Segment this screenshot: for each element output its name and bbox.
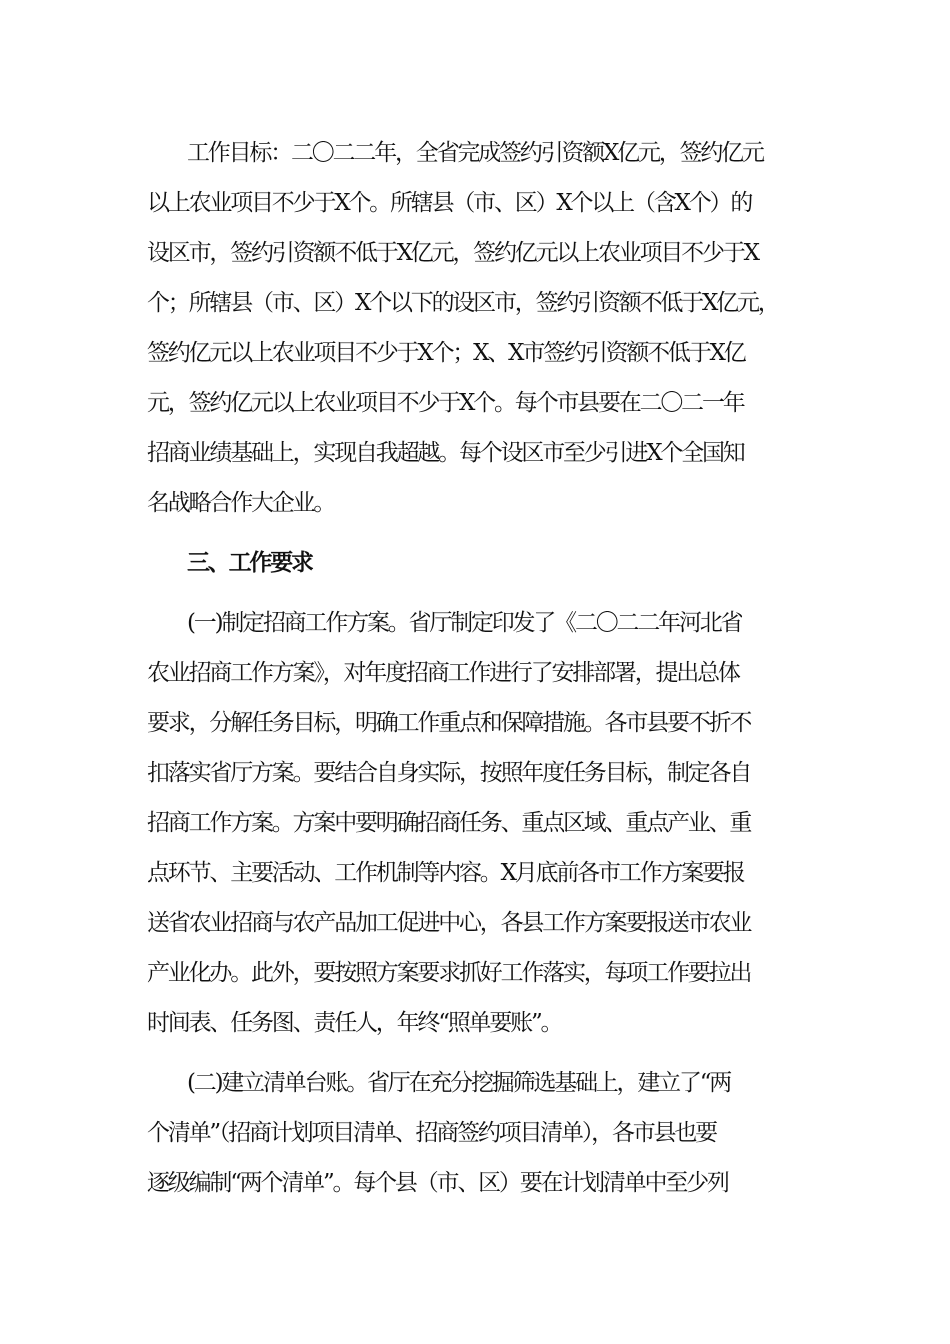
text-line: (一)制定招商工作方案。省厅制定印发了《二〇二二年河北省 bbox=[187, 610, 742, 636]
text-line: 农业招商工作方案》，对年度招商工作进行了安排部署，提出总体 bbox=[147, 660, 739, 686]
text-line: 个；所辖县（市、区）X个以下的设区市，签约引资额不低于X亿元， bbox=[147, 290, 779, 316]
text-line: 以上农业项目不少于X个。所辖县（市、区）X个以上（含X个）的 bbox=[147, 190, 752, 216]
text-line: 扣落实省厅方案。要结合自身实际，按照年度任务目标，制定各自 bbox=[147, 760, 751, 786]
text-line: 招商业绩基础上，实现自我超越。每个设区市至少引进X个全国知 bbox=[147, 440, 744, 466]
text-line: 逐级编制“两个清单”。每个县（市、区）要在计划清单中至少列 bbox=[147, 1170, 728, 1196]
text-line: (二)建立清单台账。省厅在充分挖掘筛选基础上，建立了“两 bbox=[187, 1070, 731, 1096]
text-line: 要求，分解任务目标，明确工作重点和保障措施。各市县要不折不 bbox=[147, 710, 751, 736]
text-line: 产业化办。此外，要按照方案要求抓好工作落实，每项工作要拉出 bbox=[147, 960, 751, 986]
text-line: 元，签约亿元以上农业项目不少于X个。每个市县要在二〇二一年 bbox=[147, 390, 744, 416]
text-line: 点环节、主要活动、工作机制等内容。X月底前各市工作方案要报 bbox=[147, 860, 744, 886]
text-line: 签约亿元以上农业项目不少于X个；X、X市签约引资额不低于X亿 bbox=[147, 340, 745, 366]
text-line: 时间表、任务图、责任人，年终“照单要账”。 bbox=[147, 1010, 562, 1036]
text-line: 送省农业招商与农产品加工促进中心，各县工作方案要报送市农业 bbox=[147, 910, 751, 936]
text-line: 个清单”（招商计划项目清单、招商签约项目清单），各市县也要 bbox=[147, 1120, 716, 1146]
text-line: 工作目标：二〇二二年，全省完成签约引资额X亿元，签约亿元 bbox=[187, 140, 763, 166]
text-line: 名战略合作大企业。 bbox=[147, 490, 335, 516]
section-heading: 三、工作要求 bbox=[187, 549, 312, 576]
text-line: 招商工作方案。方案中要明确招商任务、重点区域、重点产业、重 bbox=[147, 810, 751, 836]
text-line: 设区市，签约引资额不低于X亿元，签约亿元以上农业项目不少于X bbox=[147, 240, 758, 266]
